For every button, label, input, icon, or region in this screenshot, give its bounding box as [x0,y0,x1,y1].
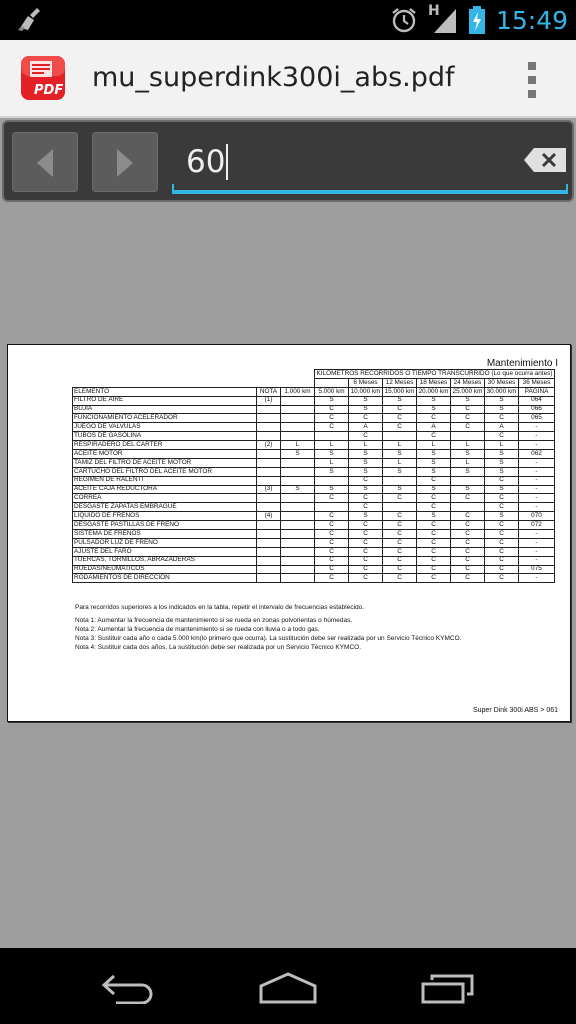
nota-cell: (3) [257,485,281,494]
document-title: mu_superdink300i_abs.pdf [92,62,455,93]
interval-cell: C [451,574,485,583]
pagina-cell: - [519,574,555,583]
interval-cell: A [485,423,519,432]
table-spacer [555,370,558,379]
element-name: PULSADOR LUZ DE FRENO [73,538,257,547]
page-footer: Super Dink 300i ABS > 061 [472,707,558,714]
interval-cell: C [417,565,451,574]
month-header: 36 Meses [519,378,555,387]
pagina-cell: 064 [519,396,555,405]
table-spacer [73,378,315,387]
interval-cell: C [349,414,383,423]
interval-cell: C [349,565,383,574]
interval-cell: C [485,476,519,485]
interval-cell: S [485,512,519,521]
table-header-row [73,387,558,396]
table-row [73,405,558,414]
interval-cell: C [485,574,519,583]
table-row [73,494,558,503]
interval-cell: S [485,405,519,414]
interval-cell [383,476,417,485]
table-row [73,467,558,476]
nota-cell: (2) [257,441,281,450]
interval-cell: C [383,538,417,547]
table-cell [315,378,349,387]
interval-cell [451,503,485,512]
table-row [73,414,558,423]
interval-cell: S [451,450,485,459]
note-line: Nota 3: Sustituir cada año o cada 5.000 km(lo primero que ocurra). La sustitución debe ser realizada por un Servicio Técnico KYMCO. [75,635,462,643]
network-type: H [427,3,440,19]
interval-cell: C [383,405,417,414]
interval-cell: S [315,485,349,494]
status-bar [0,0,576,40]
interval-cell: C [349,538,383,547]
table-row [73,556,558,565]
pdf-app-icon-label: PDF [34,83,64,98]
signal-icon [428,5,458,35]
interval-cell: S [383,450,417,459]
interval-cell: C [349,547,383,556]
table-row [73,574,558,583]
interval-cell: C [485,530,519,539]
back-icon[interactable] [100,972,156,1004]
interval-cell: C [349,494,383,503]
interval-cell: L [315,441,349,450]
interval-cell: S [417,458,451,467]
interval-cell: S [383,467,417,476]
interval-cell: C [451,556,485,565]
pagina-cell: - [519,503,555,512]
element-name: TUBOS DE GASOLINA [73,432,257,441]
pagina-cell: - [519,485,555,494]
interval-cell: C [451,405,485,414]
interval-cell [281,414,315,423]
table-row [73,538,558,547]
table-row [73,441,558,450]
maintenance-table [72,369,558,583]
navigation-bar [0,948,576,1024]
interval-cell: C [315,556,349,565]
table-row [73,485,558,494]
interval-cell: C [417,574,451,583]
interval-cell: C [417,503,451,512]
interval-cell: C [315,530,349,539]
interval-cell: A [417,423,451,432]
pagina-cell: - [519,458,555,467]
interval-cell: C [349,432,383,441]
pagina-cell: - [519,441,555,450]
nota-cell [257,458,281,467]
interval-cell: S [485,485,519,494]
pagina-cell: 070 [519,512,555,521]
pdf-viewer[interactable] [0,204,576,948]
interval-cell: S [485,396,519,405]
interval-cell: L [451,441,485,450]
interval-cell: C [315,423,349,432]
interval-cell: C [383,414,417,423]
table-row [73,458,558,467]
note-line: Nota 4: Sustituir cada dos años. La sustitución debe ser realizada por un Servicio Técnico KYMCO. [75,644,362,652]
pagina-cell: - [519,423,555,432]
interval-cell: S [451,485,485,494]
interval-cell: C [485,414,519,423]
interval-cell [281,476,315,485]
element-name: REGIMEN DE RALENTI [73,476,257,485]
element-name: DESGASTE PASTILLAS DE FRENO [73,521,257,530]
interval-cell: A [349,423,383,432]
notes-section [75,603,461,652]
month-header: 24 Meses [451,378,485,387]
table-row [73,432,558,441]
interval-cell [281,503,315,512]
arrow-left-icon [33,147,57,179]
column-header-km: 30.000 km [485,387,519,396]
interval-cell: C [485,547,519,556]
interval-cell: L [281,441,315,450]
overflow-menu-icon[interactable] [520,60,544,100]
previous-result-button[interactable] [12,132,78,192]
interval-cell: C [417,432,451,441]
pagina-cell: - [519,547,555,556]
interval-cell: S [417,450,451,459]
column-header-km: 10.000 km [349,387,383,396]
action-bar [0,40,576,118]
nota-cell [257,476,281,485]
interval-cell: L [383,441,417,450]
find-bar [0,118,576,204]
table-row [73,450,558,459]
table-row [73,547,558,556]
interval-cell: C [349,476,383,485]
pagina-cell: - [519,530,555,539]
interval-cell [281,530,315,539]
interval-cell: C [315,565,349,574]
interval-cell: L [485,441,519,450]
table-header-row [73,370,558,379]
element-name: AJUSTE DEL FARO [73,547,257,556]
nota-cell [257,432,281,441]
interval-cell: C [315,574,349,583]
pagina-cell: 072 [519,521,555,530]
interval-cell: C [315,405,349,414]
table-spacer [555,378,558,387]
interval-cell: C [383,512,417,521]
interval-cell: S [349,405,383,414]
interval-cell: L [349,441,383,450]
interval-cell: L [315,458,349,467]
interval-cell: S [349,467,383,476]
interval-cell: C [451,530,485,539]
interval-cell: C [485,503,519,512]
interval-cell: C [383,423,417,432]
nota-cell [257,467,281,476]
element-name: RODAMIENTOS DE DIRECCIÓN [73,574,257,583]
nota-cell [257,503,281,512]
month-header: 30 Meses [485,378,519,387]
interval-cell: L [417,441,451,450]
column-header-km: 25.000 km [451,387,485,396]
element-name: LIQUIDO DE FRENOS [73,512,257,521]
interval-cell: C [451,521,485,530]
interval-cell: S [315,450,349,459]
interval-cell: S [451,396,485,405]
interval-cell: S [383,485,417,494]
interval-cell: C [417,538,451,547]
column-header-pagina: PAGINA [519,387,555,396]
element-name: ACEITE CAJA REDUCTORA [73,485,257,494]
interval-cell [383,503,417,512]
pagina-cell: - [519,476,555,485]
interval-cell: C [485,538,519,547]
interval-cell: C [315,547,349,556]
nota-cell [257,556,281,565]
interval-cell: C [383,530,417,539]
table-spacer [73,370,315,379]
interval-cell [281,405,315,414]
nota-cell: (4) [257,512,281,521]
nota-cell: (1) [257,396,281,405]
interval-cell: C [383,565,417,574]
interval-cell: S [451,467,485,476]
element-name: FILTRO DE AIRE [73,396,257,405]
interval-cell: C [451,565,485,574]
interval-cell: C [315,521,349,530]
interval-cell: L [451,458,485,467]
recent-apps-icon[interactable] [420,972,476,1004]
text-caret [226,144,228,180]
element-name: TAMIZ DEL FILTRO DE ACEITE MOTOR [73,458,257,467]
nota-cell [257,405,281,414]
interval-cell [281,556,315,565]
cleanup-icon [16,6,42,32]
pagina-cell: - [519,494,555,503]
interval-cell: C [417,476,451,485]
interval-cell: C [383,521,417,530]
nota-cell [257,574,281,583]
table-row [73,476,558,485]
interval-cell: C [349,530,383,539]
interval-cell: C [451,494,485,503]
column-header-elemento: ELEMENTO [73,387,257,396]
interval-cell: S [417,485,451,494]
interval-cell [281,547,315,556]
interval-cell [383,432,417,441]
next-result-button[interactable] [92,132,158,192]
interval-cell: C [417,494,451,503]
pagina-cell: 065 [519,414,555,423]
battery-charging-icon [468,5,486,35]
interval-cell: C [417,521,451,530]
interval-cell [281,467,315,476]
interval-cell: S [349,458,383,467]
nota-cell [257,565,281,574]
nota-cell [257,450,281,459]
interval-cell: C [383,547,417,556]
interval-cell: S [417,512,451,521]
kilometros-header: KILOMETROS RECORRIDOS O TIEMPO TRANSCURRIDO (Lo que ocurra antes) [315,370,555,379]
nota-cell [257,538,281,547]
interval-cell: C [315,414,349,423]
element-name: DESGASTE ZAPATAS EMBRAGUE [73,503,257,512]
column-header-km: 15.000 km [383,387,417,396]
table-header-row [73,378,558,387]
column-header-km: 20.000 km [417,387,451,396]
table-row [73,530,558,539]
element-name: TUERCAS, TORNILLOS, ABRAZADERAS [73,556,257,565]
interval-cell [281,565,315,574]
element-name: JUEGO DE VALVULAS [73,423,257,432]
nota-cell [257,494,281,503]
pagina-cell: 066 [519,405,555,414]
note-line: Para recorridos superiores a los indicados en la tabla, repetir el intervalo de frecuencias establecido. [75,604,365,611]
interval-cell [315,503,349,512]
interval-cell: C [417,547,451,556]
interval-cell: C [349,574,383,583]
table-row [73,396,558,405]
interval-cell: C [417,556,451,565]
interval-cell [281,538,315,547]
nota-cell [257,521,281,530]
interval-cell: C [417,414,451,423]
home-icon[interactable] [258,972,318,1004]
search-input-value: 60 [186,144,226,180]
interval-cell: C [451,547,485,556]
nota-cell [257,414,281,423]
interval-cell [451,476,485,485]
pagina-cell: - [519,538,555,547]
interval-cell: C [383,556,417,565]
table-row [73,512,558,521]
interval-cell: C [383,574,417,583]
pagina-cell: 062 [519,450,555,459]
element-name: SISTEMA DE FRENOS [73,530,257,539]
arrow-right-icon [113,147,137,179]
interval-cell: S [315,467,349,476]
pagina-cell: - [519,467,555,476]
element-name: CORREA [73,494,257,503]
interval-cell: S [417,405,451,414]
interval-cell: S [485,458,519,467]
element-name: BUJIA [73,405,257,414]
month-header: 18 Meses [417,378,451,387]
interval-cell [281,458,315,467]
nota-cell [257,530,281,539]
interval-cell: S [417,467,451,476]
interval-cell: S [349,396,383,405]
interval-cell: C [485,521,519,530]
interval-cell: C [315,538,349,547]
alarm-icon [390,6,418,34]
interval-cell: C [485,565,519,574]
interval-cell: S [315,396,349,405]
page-header: Mantenimiento I [486,358,558,369]
search-underline [172,190,568,194]
search-input[interactable] [172,134,568,194]
interval-cell: C [383,494,417,503]
interval-cell: C [315,494,349,503]
table-row [73,521,558,530]
pagina-cell: 075 [519,565,555,574]
note-line: Nota 1: Aumentar la frecuencia de mantenimiento si se rueda en zonas polvorientas o húmedas. [75,617,353,625]
interval-cell: C [451,512,485,521]
interval-cell [451,432,485,441]
interval-cell [281,423,315,432]
interval-cell: C [485,432,519,441]
nota-cell [257,547,281,556]
clock: 15:49 [495,5,568,35]
element-name: CARTUCHO DEL FILTRO DEL ACEITE MOTOR [73,467,257,476]
interval-cell [315,476,349,485]
pagina-cell: - [519,432,555,441]
interval-cell [281,521,315,530]
interval-cell [315,432,349,441]
nota-cell [257,423,281,432]
table-row [73,565,558,574]
element-name: RESPIRADERO DEL CARTER [73,441,257,450]
interval-cell: C [451,538,485,547]
interval-cell: S [281,485,315,494]
interval-cell: S [349,512,383,521]
table-row [73,503,558,512]
pagina-cell: - [519,556,555,565]
element-name: ACEITE MOTOR [73,450,257,459]
column-header-nota: NOTA [257,387,281,396]
clear-icon [524,148,566,172]
element-name: FUNCIONAMIENTO ACELERADOR [73,414,257,423]
interval-cell: C [315,512,349,521]
interval-cell: C [485,556,519,565]
interval-cell: L [383,458,417,467]
month-header: 6 Meses [349,378,383,387]
pdf-app-icon[interactable] [20,55,68,103]
interval-cell [281,494,315,503]
interval-cell: C [349,521,383,530]
interval-cell: S [281,450,315,459]
interval-cell: C [349,503,383,512]
interval-cell [281,396,315,405]
column-header-km: 5.000 km [315,387,349,396]
element-name: RUEDAS/NEUMATICOS [73,565,257,574]
month-header: 12 Meses [383,378,417,387]
table-row [73,423,558,432]
interval-cell: S [485,467,519,476]
interval-cell [281,574,315,583]
interval-cell: S [383,396,417,405]
interval-cell [281,432,315,441]
interval-cell: C [349,556,383,565]
clear-search-button[interactable] [524,148,566,172]
interval-cell: S [417,396,451,405]
interval-cell: C [451,414,485,423]
note-line: Nota 2: Aumentar la frecuencia de mantenimiento si se rueda con lluvia o a todo gas. [75,626,320,634]
interval-cell [281,512,315,521]
interval-cell: C [485,494,519,503]
interval-cell: C [417,530,451,539]
interval-cell: C [451,423,485,432]
column-header-km: 1.000 km [281,387,315,396]
interval-cell: S [349,450,383,459]
interval-cell: S [349,485,383,494]
interval-cell: S [485,450,519,459]
pdf-page [7,344,571,722]
